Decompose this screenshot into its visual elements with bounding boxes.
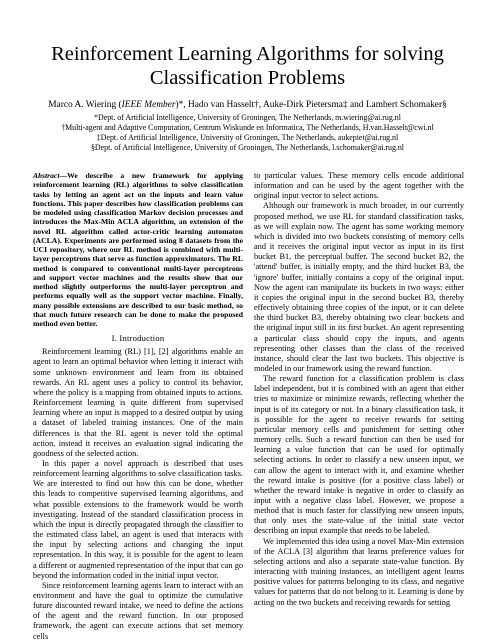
- author-role: IEEE Member: [121, 100, 176, 110]
- paragraph: Since reinforcement learning agents learn to interact with an environment and have the goal to optimize the cumulative future discounted reward intake, we need to define the actions of the agent and the reward function. In our proposed framework, the agent can execute actions that set memory cells: [33, 580, 243, 641]
- affiliation-1: *Dept. of Artificial Intelligence, University of Groningen, The Netherlands, m.wiering@ai.rug.nl: [94, 113, 401, 122]
- right-column: [254, 171, 464, 608]
- paragraph: to particular values. These memory cells encode additional information and can be used by the agent together with the original input vector to select actions.: [254, 171, 464, 201]
- section-heading-introduction: I. Introduction: [111, 333, 165, 344]
- paragraph: We implemented this idea using a novel Max-Min extension of the ACLA [3] algorithm that learns preference values for selecting actions and also a separate state-value function. By interacting with training instances, an intelligent agent learns positive values for patterns belonging to its class, and negative values for patterns that do not belong to it. Learning is done by acting on the two buckets and receiving rewards for setting: [254, 536, 464, 607]
- paragraph: The reward function for a classification problem is class label independent, but it is combined with an agent that either tries to maximize or minimize rewards, reflecting whether the input is of its category or not. In a binary classification task, it is possible for the agent to receive rewards for setting particular memory cells and punishment for setting other memory cells. Such a reward function can then be used for learning a value function that can be used for optimally selecting actions. In order to classify a new unseen input, we can allow the agent to interact with it, and examine whether the reward intake is positive (for a positive class label) or whether the reward intake is negative in order to classify an input with a negative class label. However, we propose a method that is much faster for classifying new unseen inputs, that only uses the state-value of the initial state vector describing an input example that needs to be labeled.: [254, 374, 464, 536]
- abstract-text: —We describe a new framework for applying reinforcement learning (RL) algorithms to solve classification tasks by letting an agent act on the inputs and learn value functions. This paper describes how classification problems can be modeled using classification Markov decision processes and introduces the Max-Min ACLA algorithm, an extension of the novel RL algorithm called actor-critic learning automaton (ACLA). Experiments are performed using 8 datasets from the UCI repository, where our RL method is combined with multi-layer perceptrons that serve as function approximators. The RL method is compared to conventional multi-layer perceptrons and support vector machines and the results show that our method slightly outperforms the multi-layer perceptron and performs equally well as the support vector machine. Finally, many possible extensions are described to our basic method, so that much future research can be done to make the proposed method even better.: [33, 171, 243, 328]
- paragraph: Reinforcement learning (RL) [1], [2] algorithms enable an agent to learn an optimal behavior when letting it interact with some unknown environment and learn from its obtained rewards. An RL agent uses a policy to control its behavior, where the policy is a mapping from obtained inputs to actions. Reinforcement learning is quite different from supervised learning where an input is mapped to a desired output by using a dataset of labeled training instances. One of the main differences is that the RL agent is never told the optimal action, instead it receives an evaluation signal indicating the goodness of the selected action.: [33, 347, 243, 458]
- paragraph: In this paper a novel approach is described that uses reinforcement learning algorithms to solve classification tasks. We are interested to find out how this can be done, whether this leads to competitive supervised learning algorithms, and what possible extensions to the framework would be worth investigating. Instead of the standard classification process in which the input is directly propagated through the classifier to the estimated class label, an agent is used that interacts with the input by selecting actions and changing the input representation. In this way, it is possible for the agent to learn a different or augmented representation of the input that can go beyond the information coded in the initial input vector.: [33, 458, 243, 580]
- author-list: [20, 99, 475, 111]
- abstract: [33, 171, 243, 328]
- affiliation-3: ‡Dept. of Artificial Intelligence, University of Groningen, The Netherlands, aukepiet@ai.rug.nl: [96, 133, 399, 142]
- left-column: [33, 171, 243, 642]
- affiliation-2: †Multi-agent and Adaptive Computation, Centrum Wiskunde en Informatica, The Netherlands, H.van.Hasselt@cwi.nl: [61, 123, 434, 132]
- author-rest: )*, Hado van Hasselt†, Auke-Dirk Pietersma‡ and Lambert Schomaker§: [175, 100, 447, 110]
- paragraph: Although our framework is much broader, in our currently proposed method, we use RL for standard classification tasks, as we will explain now. The agent has some working memory which is divided into two buckets consisting of memory cells and it receives the original input vector as input in its first bucket B1, the perceptual buffer. The second bucket B2, the 'attend' buffer, is initially empty, and the third bucket B3, the 'ignore' buffer, initially contains a copy of the original input. Now the agent can manipulate its buckets in two ways: either it copies the original input in the second bucket B3, thereby effectively obtaining three copies of the input, or it can delete the third bucket B3, thereby obtaining two clear buckets and the original input still in its first bucket. An agent representing a particular class should copy the inputs, and agents representing other classes than the class of the received instance, should clear the last two buckets. This objective is modeled in our framework using the reward function.: [254, 201, 464, 373]
- affiliation-4: §Dept. of Artificial Intelligence, University of Groningen, The Netherlands, l.schomaker@ai.rug.nl: [90, 143, 404, 152]
- paper-title: Reinforcement Learning Algorithms for solving Classification Problems: [51, 43, 444, 89]
- abstract-label: Abstract: [33, 171, 60, 180]
- author-first: Marco A. Wiering (: [48, 100, 122, 110]
